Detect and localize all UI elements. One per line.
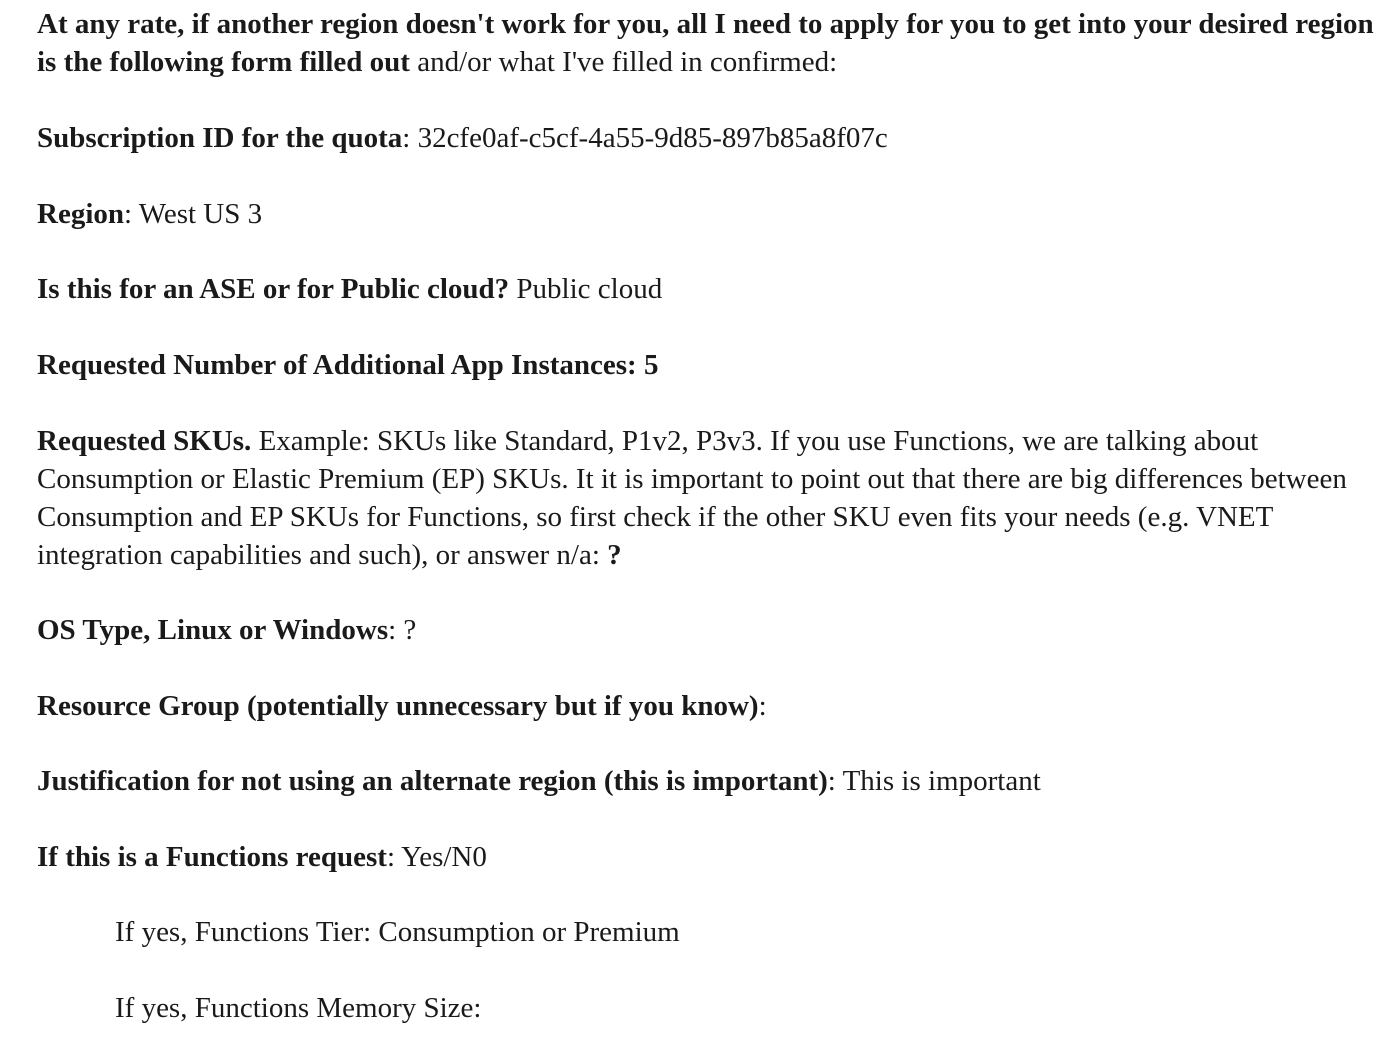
- ase-field: [37, 270, 1397, 308]
- subscription-field: [37, 119, 1397, 157]
- subscription-value: 32cfe0af-c5cf-4a55-9d85-897b85a8f07c: [417, 122, 888, 154]
- intro-rest-text: and/or what I've filled in confirmed:: [409, 46, 838, 78]
- skus-label: Requested SKUs.: [37, 425, 252, 457]
- os-value: ?: [403, 614, 417, 646]
- instances-field: [37, 346, 1397, 384]
- ase-label: Is this for an ASE or for Public cloud?: [37, 273, 510, 305]
- os-separator: :: [388, 614, 404, 646]
- functions-request-label: If this is a Functions request: [37, 841, 387, 873]
- instances-label: Requested Number of Additional App Instances: 5: [37, 349, 659, 381]
- region-label: Region: [37, 198, 124, 230]
- justification-label: Justification for not using an alternate region (this is important): [37, 765, 828, 797]
- intro-bold-text: At any rate, if another region doesn't work for you, all I need to apply for you to get into your desired region is the following form filled out: [37, 8, 1374, 78]
- skus-answer: ?: [607, 539, 622, 571]
- region-value: West US 3: [138, 198, 263, 230]
- skus-description: Example: SKUs like Standard, P1v2, P3v3. If you use Functions, we are talking about Consumption or Elastic Premium (EP) SKUs. It it is important to point out that there are big differences between Consumption and EP SKUs for Functions, so first check if the other SKU even fits your needs (e.g. VNET integration capabilities and such), or answer n/a:: [37, 425, 1347, 571]
- ase-value: Public cloud: [516, 273, 663, 305]
- functions-request-separator: :: [386, 841, 402, 873]
- os-field: [37, 611, 1397, 649]
- subscription-label: Subscription ID for the quota: [37, 122, 403, 154]
- justification-field: [37, 762, 1397, 800]
- functions-memory-text: If yes, Functions Memory Size:: [115, 992, 482, 1024]
- functions-tier-text: If yes, Functions Tier: Consumption or Premium: [115, 916, 680, 948]
- functions-request-value: Yes/N0: [401, 841, 487, 873]
- functions-request-field: [37, 838, 1397, 876]
- justification-value: This is important: [842, 765, 1041, 797]
- resource-group-separator: :: [758, 690, 767, 722]
- os-label: OS Type, Linux or Windows: [37, 614, 389, 646]
- intro-paragraph: [37, 5, 1397, 81]
- subscription-separator: :: [402, 122, 418, 154]
- resource-group-label: Resource Group (potentially unnecessary but if you know): [37, 690, 759, 722]
- resource-group-field: [37, 687, 1397, 725]
- functions-memory-field: [115, 989, 1385, 1027]
- region-separator: :: [124, 198, 139, 230]
- justification-separator: :: [827, 765, 843, 797]
- region-field: [37, 195, 1397, 233]
- functions-tier-field: [115, 913, 1385, 951]
- skus-field: [37, 422, 1397, 574]
